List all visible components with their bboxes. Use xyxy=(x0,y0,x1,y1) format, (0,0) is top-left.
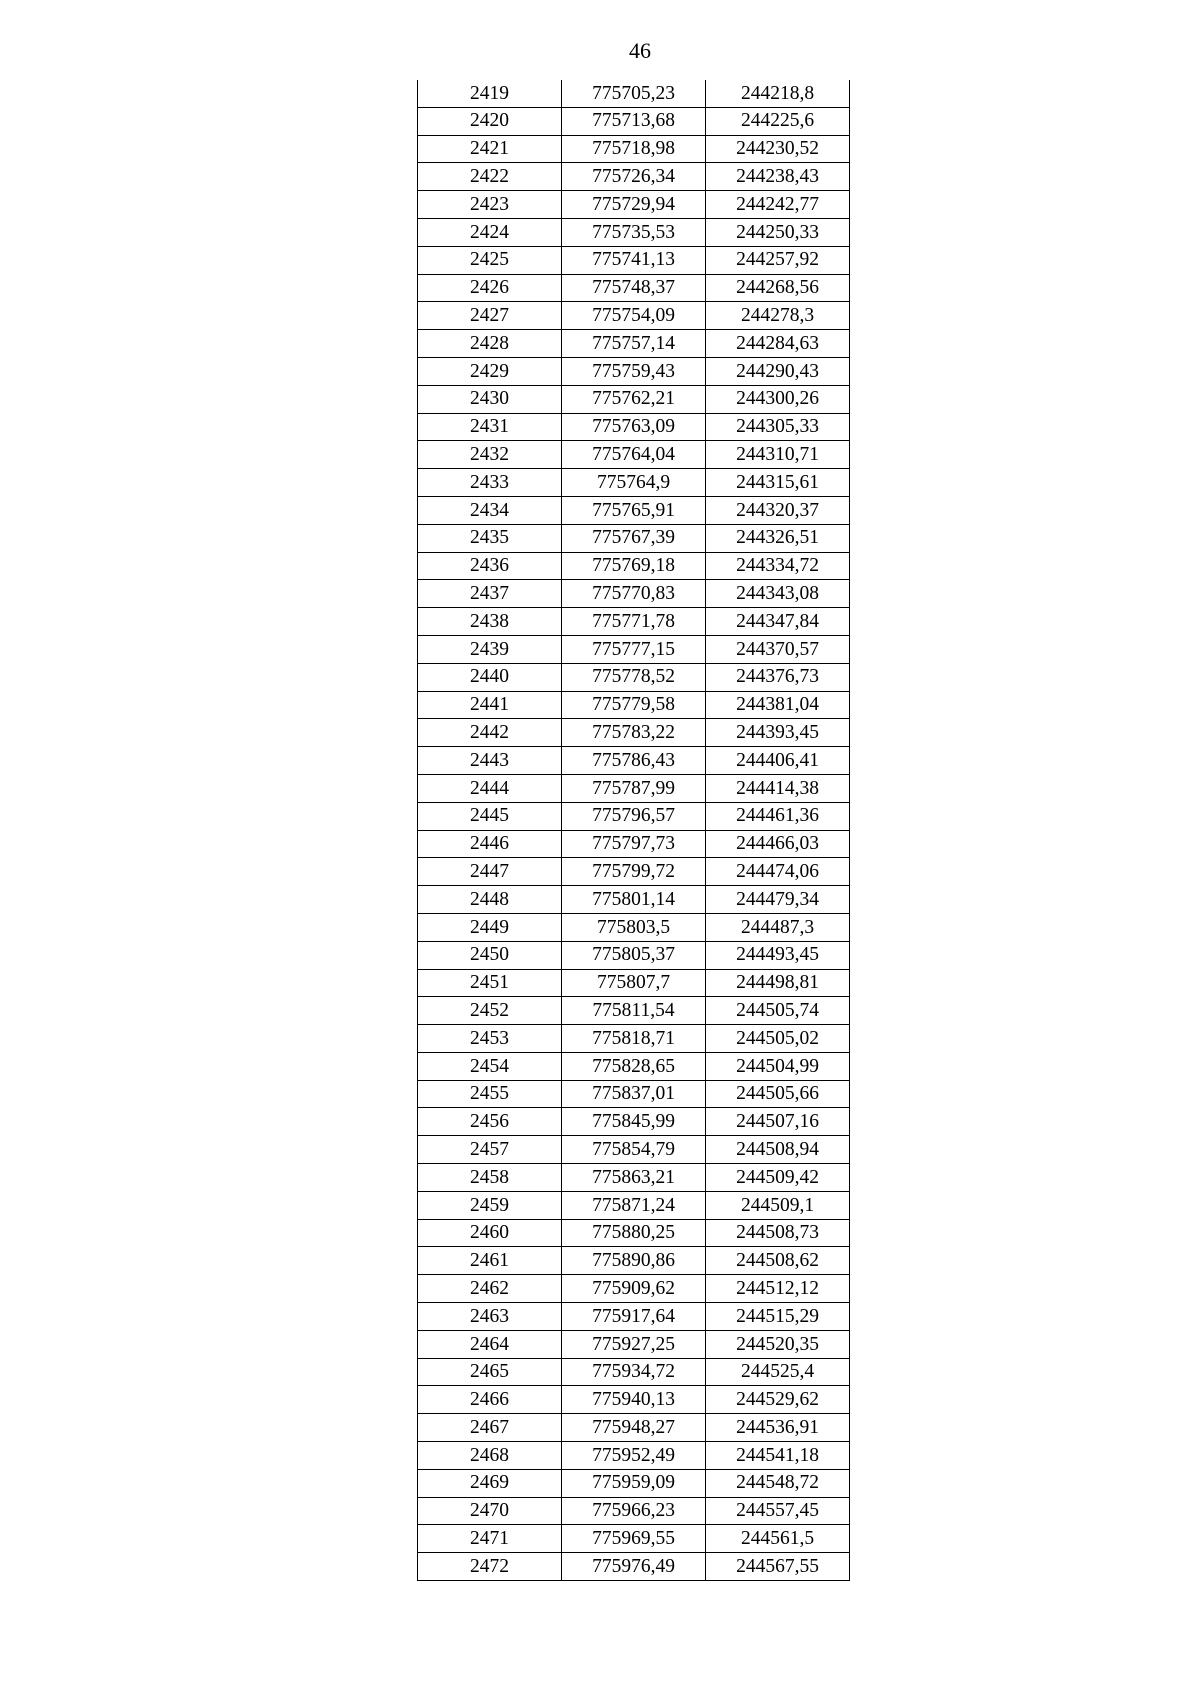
point-number-cell: 2443 xyxy=(418,747,562,775)
y-coordinate-cell: 244278,3 xyxy=(706,302,850,330)
x-coordinate-cell: 775754,09 xyxy=(562,302,706,330)
x-coordinate-cell: 775969,55 xyxy=(562,1525,706,1553)
y-coordinate-cell: 244300,26 xyxy=(706,385,850,413)
table-row xyxy=(418,1247,850,1275)
y-coordinate-cell: 244561,5 xyxy=(706,1525,850,1553)
point-number-cell: 2451 xyxy=(418,969,562,997)
table-row xyxy=(418,1025,850,1053)
x-coordinate-cell: 775799,72 xyxy=(562,858,706,886)
table-row xyxy=(418,1358,850,1386)
point-number-cell: 2434 xyxy=(418,496,562,524)
point-number-cell: 2447 xyxy=(418,858,562,886)
y-coordinate-cell: 244268,56 xyxy=(706,274,850,302)
x-coordinate-cell: 775764,9 xyxy=(562,469,706,497)
table-row xyxy=(418,163,850,191)
table-row xyxy=(418,107,850,135)
x-coordinate-cell: 775952,49 xyxy=(562,1442,706,1470)
table-row xyxy=(418,524,850,552)
point-number-cell: 2458 xyxy=(418,1164,562,1192)
point-number-cell: 2439 xyxy=(418,635,562,663)
table-row xyxy=(418,413,850,441)
table-row xyxy=(418,1469,850,1497)
y-coordinate-cell: 244305,33 xyxy=(706,413,850,441)
table-row xyxy=(418,1525,850,1553)
x-coordinate-cell: 775767,39 xyxy=(562,524,706,552)
y-coordinate-cell: 244218,8 xyxy=(706,80,850,107)
table-row xyxy=(418,719,850,747)
point-number-cell: 2472 xyxy=(418,1553,562,1581)
y-coordinate-cell: 244225,6 xyxy=(706,107,850,135)
y-coordinate-cell: 244525,4 xyxy=(706,1358,850,1386)
x-coordinate-cell: 775762,21 xyxy=(562,385,706,413)
point-number-cell: 2450 xyxy=(418,941,562,969)
table-row xyxy=(418,1497,850,1525)
coordinates-table-body xyxy=(418,80,850,1581)
point-number-cell: 2427 xyxy=(418,302,562,330)
y-coordinate-cell: 244515,29 xyxy=(706,1303,850,1331)
table-row xyxy=(418,802,850,830)
point-number-cell: 2440 xyxy=(418,663,562,691)
y-coordinate-cell: 244250,33 xyxy=(706,218,850,246)
point-number-cell: 2448 xyxy=(418,886,562,914)
x-coordinate-cell: 775778,52 xyxy=(562,663,706,691)
table-row xyxy=(418,1442,850,1470)
x-coordinate-cell: 775803,5 xyxy=(562,913,706,941)
point-number-cell: 2454 xyxy=(418,1052,562,1080)
x-coordinate-cell: 775770,83 xyxy=(562,580,706,608)
y-coordinate-cell: 244536,91 xyxy=(706,1414,850,1442)
y-coordinate-cell: 244509,1 xyxy=(706,1191,850,1219)
y-coordinate-cell: 244376,73 xyxy=(706,663,850,691)
table-row xyxy=(418,1108,850,1136)
table-row xyxy=(418,246,850,274)
table-row xyxy=(418,580,850,608)
point-number-cell: 2459 xyxy=(418,1191,562,1219)
y-coordinate-cell: 244238,43 xyxy=(706,163,850,191)
x-coordinate-cell: 775797,73 xyxy=(562,830,706,858)
point-number-cell: 2470 xyxy=(418,1497,562,1525)
table-row xyxy=(418,1414,850,1442)
x-coordinate-cell: 775796,57 xyxy=(562,802,706,830)
table-row xyxy=(418,913,850,941)
y-coordinate-cell: 244414,38 xyxy=(706,774,850,802)
table-row xyxy=(418,635,850,663)
point-number-cell: 2437 xyxy=(418,580,562,608)
point-number-cell: 2430 xyxy=(418,385,562,413)
x-coordinate-cell: 775807,7 xyxy=(562,969,706,997)
x-coordinate-cell: 775713,68 xyxy=(562,107,706,135)
point-number-cell: 2426 xyxy=(418,274,562,302)
point-number-cell: 2419 xyxy=(418,80,562,107)
y-coordinate-cell: 244509,42 xyxy=(706,1164,850,1192)
y-coordinate-cell: 244505,02 xyxy=(706,1025,850,1053)
point-number-cell: 2449 xyxy=(418,913,562,941)
x-coordinate-cell: 775777,15 xyxy=(562,635,706,663)
point-number-cell: 2461 xyxy=(418,1247,562,1275)
table-row xyxy=(418,1219,850,1247)
y-coordinate-cell: 244310,71 xyxy=(706,441,850,469)
y-coordinate-cell: 244290,43 xyxy=(706,357,850,385)
table-row xyxy=(418,385,850,413)
point-number-cell: 2446 xyxy=(418,830,562,858)
table-row xyxy=(418,941,850,969)
y-coordinate-cell: 244508,94 xyxy=(706,1136,850,1164)
point-number-cell: 2444 xyxy=(418,774,562,802)
y-coordinate-cell: 244284,63 xyxy=(706,330,850,358)
table-row xyxy=(418,886,850,914)
y-coordinate-cell: 244315,61 xyxy=(706,469,850,497)
point-number-cell: 2462 xyxy=(418,1275,562,1303)
y-coordinate-cell: 244557,45 xyxy=(706,1497,850,1525)
table-row xyxy=(418,1080,850,1108)
point-number-cell: 2428 xyxy=(418,330,562,358)
point-number-cell: 2438 xyxy=(418,608,562,636)
point-number-cell: 2456 xyxy=(418,1108,562,1136)
point-number-cell: 2468 xyxy=(418,1442,562,1470)
x-coordinate-cell: 775748,37 xyxy=(562,274,706,302)
x-coordinate-cell: 775757,14 xyxy=(562,330,706,358)
y-coordinate-cell: 244529,62 xyxy=(706,1386,850,1414)
x-coordinate-cell: 775976,49 xyxy=(562,1553,706,1581)
y-coordinate-cell: 244334,72 xyxy=(706,552,850,580)
table-row xyxy=(418,747,850,775)
y-coordinate-cell: 244567,55 xyxy=(706,1553,850,1581)
table-row xyxy=(418,663,850,691)
x-coordinate-cell: 775828,65 xyxy=(562,1052,706,1080)
table-row xyxy=(418,330,850,358)
x-coordinate-cell: 775729,94 xyxy=(562,191,706,219)
table-row xyxy=(418,608,850,636)
table-row xyxy=(418,218,850,246)
x-coordinate-cell: 775801,14 xyxy=(562,886,706,914)
y-coordinate-cell: 244507,16 xyxy=(706,1108,850,1136)
table-row xyxy=(418,135,850,163)
point-number-cell: 2431 xyxy=(418,413,562,441)
x-coordinate-cell: 775927,25 xyxy=(562,1330,706,1358)
y-coordinate-cell: 244320,37 xyxy=(706,496,850,524)
point-number-cell: 2432 xyxy=(418,441,562,469)
table-row xyxy=(418,1553,850,1581)
y-coordinate-cell: 244257,92 xyxy=(706,246,850,274)
x-coordinate-cell: 775948,27 xyxy=(562,1414,706,1442)
point-number-cell: 2436 xyxy=(418,552,562,580)
point-number-cell: 2463 xyxy=(418,1303,562,1331)
x-coordinate-cell: 775880,25 xyxy=(562,1219,706,1247)
point-number-cell: 2465 xyxy=(418,1358,562,1386)
y-coordinate-cell: 244508,73 xyxy=(706,1219,850,1247)
y-coordinate-cell: 244504,99 xyxy=(706,1052,850,1080)
y-coordinate-cell: 244508,62 xyxy=(706,1247,850,1275)
x-coordinate-cell: 775909,62 xyxy=(562,1275,706,1303)
y-coordinate-cell: 244487,3 xyxy=(706,913,850,941)
table-row xyxy=(418,691,850,719)
table-row xyxy=(418,274,850,302)
point-number-cell: 2452 xyxy=(418,997,562,1025)
x-coordinate-cell: 775837,01 xyxy=(562,1080,706,1108)
table-row xyxy=(418,357,850,385)
x-coordinate-cell: 775759,43 xyxy=(562,357,706,385)
table-row xyxy=(418,1330,850,1358)
point-number-cell: 2453 xyxy=(418,1025,562,1053)
table-row xyxy=(418,1386,850,1414)
y-coordinate-cell: 244461,36 xyxy=(706,802,850,830)
point-number-cell: 2455 xyxy=(418,1080,562,1108)
y-coordinate-cell: 244393,45 xyxy=(706,719,850,747)
y-coordinate-cell: 244512,12 xyxy=(706,1275,850,1303)
table-row xyxy=(418,552,850,580)
table-row xyxy=(418,1136,850,1164)
x-coordinate-cell: 775764,04 xyxy=(562,441,706,469)
table-row xyxy=(418,969,850,997)
table-row xyxy=(418,302,850,330)
point-number-cell: 2422 xyxy=(418,163,562,191)
point-number-cell: 2457 xyxy=(418,1136,562,1164)
x-coordinate-cell: 775940,13 xyxy=(562,1386,706,1414)
x-coordinate-cell: 775783,22 xyxy=(562,719,706,747)
y-coordinate-cell: 244479,34 xyxy=(706,886,850,914)
table-row xyxy=(418,1052,850,1080)
table-row xyxy=(418,858,850,886)
y-coordinate-cell: 244370,57 xyxy=(706,635,850,663)
table-row xyxy=(418,496,850,524)
point-number-cell: 2429 xyxy=(418,357,562,385)
point-number-cell: 2441 xyxy=(418,691,562,719)
y-coordinate-cell: 244466,03 xyxy=(706,830,850,858)
x-coordinate-cell: 775959,09 xyxy=(562,1469,706,1497)
point-number-cell: 2425 xyxy=(418,246,562,274)
table-row xyxy=(418,191,850,219)
table-row xyxy=(418,774,850,802)
x-coordinate-cell: 775765,91 xyxy=(562,496,706,524)
y-coordinate-cell: 244347,84 xyxy=(706,608,850,636)
x-coordinate-cell: 775818,71 xyxy=(562,1025,706,1053)
table-row xyxy=(418,469,850,497)
table-row xyxy=(418,80,850,107)
x-coordinate-cell: 775705,23 xyxy=(562,80,706,107)
point-number-cell: 2435 xyxy=(418,524,562,552)
y-coordinate-cell: 244326,51 xyxy=(706,524,850,552)
x-coordinate-cell: 775769,18 xyxy=(562,552,706,580)
point-number-cell: 2469 xyxy=(418,1469,562,1497)
table-row xyxy=(418,441,850,469)
point-number-cell: 2433 xyxy=(418,469,562,497)
y-coordinate-cell: 244541,18 xyxy=(706,1442,850,1470)
point-number-cell: 2442 xyxy=(418,719,562,747)
x-coordinate-cell: 775771,78 xyxy=(562,608,706,636)
y-coordinate-cell: 244474,06 xyxy=(706,858,850,886)
x-coordinate-cell: 775871,24 xyxy=(562,1191,706,1219)
y-coordinate-cell: 244493,45 xyxy=(706,941,850,969)
coordinates-table xyxy=(417,80,850,1581)
x-coordinate-cell: 775966,23 xyxy=(562,1497,706,1525)
y-coordinate-cell: 244548,72 xyxy=(706,1469,850,1497)
x-coordinate-cell: 775854,79 xyxy=(562,1136,706,1164)
x-coordinate-cell: 775805,37 xyxy=(562,941,706,969)
x-coordinate-cell: 775917,64 xyxy=(562,1303,706,1331)
x-coordinate-cell: 775863,21 xyxy=(562,1164,706,1192)
table-row xyxy=(418,830,850,858)
x-coordinate-cell: 775726,34 xyxy=(562,163,706,191)
x-coordinate-cell: 775779,58 xyxy=(562,691,706,719)
x-coordinate-cell: 775735,53 xyxy=(562,218,706,246)
x-coordinate-cell: 775786,43 xyxy=(562,747,706,775)
point-number-cell: 2424 xyxy=(418,218,562,246)
table-row xyxy=(418,1303,850,1331)
x-coordinate-cell: 775763,09 xyxy=(562,413,706,441)
y-coordinate-cell: 244381,04 xyxy=(706,691,850,719)
table-row xyxy=(418,997,850,1025)
point-number-cell: 2421 xyxy=(418,135,562,163)
y-coordinate-cell: 244242,77 xyxy=(706,191,850,219)
x-coordinate-cell: 775787,99 xyxy=(562,774,706,802)
point-number-cell: 2466 xyxy=(418,1386,562,1414)
point-number-cell: 2423 xyxy=(418,191,562,219)
x-coordinate-cell: 775811,54 xyxy=(562,997,706,1025)
x-coordinate-cell: 775845,99 xyxy=(562,1108,706,1136)
x-coordinate-cell: 775741,13 xyxy=(562,246,706,274)
y-coordinate-cell: 244505,74 xyxy=(706,997,850,1025)
y-coordinate-cell: 244343,08 xyxy=(706,580,850,608)
x-coordinate-cell: 775934,72 xyxy=(562,1358,706,1386)
x-coordinate-cell: 775890,86 xyxy=(562,1247,706,1275)
y-coordinate-cell: 244498,81 xyxy=(706,969,850,997)
point-number-cell: 2460 xyxy=(418,1219,562,1247)
y-coordinate-cell: 244520,35 xyxy=(706,1330,850,1358)
x-coordinate-cell: 775718,98 xyxy=(562,135,706,163)
point-number-cell: 2467 xyxy=(418,1414,562,1442)
table-row xyxy=(418,1191,850,1219)
point-number-cell: 2471 xyxy=(418,1525,562,1553)
page-number: 46 xyxy=(629,38,651,63)
table-row xyxy=(418,1164,850,1192)
point-number-cell: 2445 xyxy=(418,802,562,830)
y-coordinate-cell: 244505,66 xyxy=(706,1080,850,1108)
table-row xyxy=(418,1275,850,1303)
point-number-cell: 2420 xyxy=(418,107,562,135)
y-coordinate-cell: 244406,41 xyxy=(706,747,850,775)
point-number-cell: 2464 xyxy=(418,1330,562,1358)
y-coordinate-cell: 244230,52 xyxy=(706,135,850,163)
